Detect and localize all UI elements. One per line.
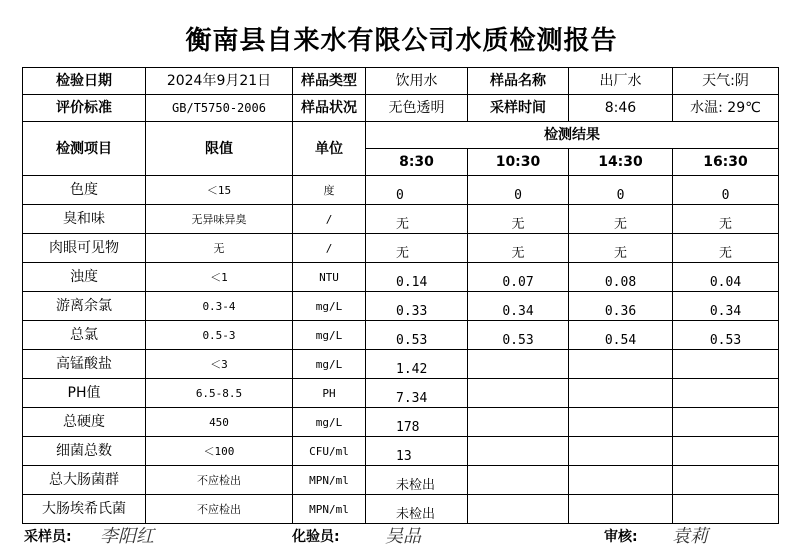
- unit-value: CFU/ml: [293, 437, 366, 466]
- result-cell: 0: [468, 176, 569, 205]
- result-cell: [569, 408, 673, 437]
- result-cell: 0.34: [468, 292, 569, 321]
- standard-value: GB/T5750-2006: [146, 95, 293, 122]
- table-row: [23, 379, 779, 408]
- result-cell: 无: [673, 234, 779, 263]
- item-name: 总硬度: [23, 408, 146, 437]
- result-cell: 0: [673, 176, 779, 205]
- result-cell: [569, 495, 673, 524]
- result-cell: 0.34: [673, 292, 779, 321]
- limit-value: 0.3-4: [146, 292, 293, 321]
- item-name: 肉眼可见物: [23, 234, 146, 263]
- result-cell: [673, 495, 779, 524]
- limit-value: 无异味异臭: [146, 205, 293, 234]
- result-cell: 无: [366, 205, 468, 234]
- water-temp: 水温: 29℃: [673, 95, 779, 122]
- date-value: 2024年9月21日: [146, 68, 293, 95]
- reviewer-label: 审核:: [604, 529, 638, 545]
- header-time: 10:30: [468, 149, 569, 176]
- result-cell: 0.08: [569, 263, 673, 292]
- result-cell: 7.34: [366, 379, 468, 408]
- sample-type-label: 样品类型: [293, 68, 366, 95]
- header-time: 14:30: [569, 149, 673, 176]
- item-name: 总氯: [23, 321, 146, 350]
- result-cell: 0.33: [366, 292, 468, 321]
- table-row: [23, 205, 779, 234]
- result-cell: 178: [366, 408, 468, 437]
- result-cell: [569, 437, 673, 466]
- result-cell: [468, 408, 569, 437]
- limit-value: 不应检出: [146, 466, 293, 495]
- unit-value: MPN/ml: [293, 466, 366, 495]
- table-row: [23, 350, 779, 379]
- header-time: 16:30: [673, 149, 779, 176]
- reviewer-signature: 袁莉: [672, 526, 708, 547]
- unit-value: 度: [293, 176, 366, 205]
- unit-value: /: [293, 234, 366, 263]
- info-row-1: [23, 68, 779, 95]
- result-cell: [569, 379, 673, 408]
- result-cell: 13: [366, 437, 468, 466]
- tester-label: 化验员:: [292, 529, 340, 545]
- unit-value: mg/L: [293, 321, 366, 350]
- result-cell: 未检出: [366, 495, 468, 524]
- item-name: 大肠埃希氏菌: [23, 495, 146, 524]
- result-cell: [468, 466, 569, 495]
- limit-value: ＜15: [146, 176, 293, 205]
- item-name: 细菌总数: [23, 437, 146, 466]
- result-cell: 0.53: [673, 321, 779, 350]
- result-cell: 未检出: [366, 466, 468, 495]
- sampling-time-value: 8:46: [569, 95, 673, 122]
- result-cell: 0.14: [366, 263, 468, 292]
- header-row-1: [23, 122, 779, 149]
- item-name: 总大肠菌群: [23, 466, 146, 495]
- result-cell: [468, 495, 569, 524]
- result-cell: 0.53: [468, 321, 569, 350]
- result-cell: 0: [569, 176, 673, 205]
- report-table: [22, 67, 779, 524]
- table-row: [23, 495, 779, 524]
- table-row: [23, 408, 779, 437]
- sample-status-value: 无色透明: [366, 95, 468, 122]
- report-title: 衡南县自来水有限公司水质检测报告: [185, 26, 618, 56]
- result-cell: [468, 379, 569, 408]
- result-cell: 无: [366, 234, 468, 263]
- table-row: [23, 321, 779, 350]
- item-name: PH值: [23, 379, 146, 408]
- sampling-time-label: 采样时间: [468, 95, 569, 122]
- unit-value: PH: [293, 379, 366, 408]
- limit-value: 无: [146, 234, 293, 263]
- limit-value: 450: [146, 408, 293, 437]
- table-row: [23, 176, 779, 205]
- result-cell: [673, 379, 779, 408]
- result-cell: [468, 350, 569, 379]
- limit-value: ＜3: [146, 350, 293, 379]
- result-cell: 0.36: [569, 292, 673, 321]
- result-cell: 0.07: [468, 263, 569, 292]
- unit-value: NTU: [293, 263, 366, 292]
- result-cell: [569, 350, 673, 379]
- sampler-label: 采样员:: [24, 529, 72, 545]
- result-cell: 无: [569, 234, 673, 263]
- limit-value: 0.5-3: [146, 321, 293, 350]
- unit-value: MPN/ml: [293, 495, 366, 524]
- limit-value: 6.5-8.5: [146, 379, 293, 408]
- result-cell: 无: [468, 205, 569, 234]
- limit-value: 不应检出: [146, 495, 293, 524]
- sample-name-value: 出厂水: [569, 68, 673, 95]
- table-row: [23, 234, 779, 263]
- header-unit: 单位: [293, 122, 366, 176]
- result-cell: [468, 437, 569, 466]
- result-cell: [673, 408, 779, 437]
- result-cell: [569, 466, 673, 495]
- result-cell: [673, 466, 779, 495]
- header-results: 检测结果: [366, 122, 779, 149]
- result-cell: 0: [366, 176, 468, 205]
- unit-value: mg/L: [293, 408, 366, 437]
- header-limit: 限值: [146, 122, 293, 176]
- unit-value: mg/L: [293, 350, 366, 379]
- sample-status-label: 样品状况: [293, 95, 366, 122]
- sample-type-value: 饮用水: [366, 68, 468, 95]
- weather: 天气:阴: [673, 68, 779, 95]
- item-name: 游离余氯: [23, 292, 146, 321]
- limit-value: ＜1: [146, 263, 293, 292]
- item-name: 臭和味: [23, 205, 146, 234]
- tester-signature: 吴品: [385, 526, 421, 547]
- standard-label: 评价标准: [23, 95, 146, 122]
- sampler-signature: 李阳红: [100, 526, 154, 547]
- table-row: [23, 292, 779, 321]
- item-name: 高锰酸盐: [23, 350, 146, 379]
- item-name: 浊度: [23, 263, 146, 292]
- unit-value: mg/L: [293, 292, 366, 321]
- result-cell: [673, 350, 779, 379]
- result-cell: [673, 437, 779, 466]
- table-row: [23, 466, 779, 495]
- result-cell: 无: [468, 234, 569, 263]
- result-cell: 1.42: [366, 350, 468, 379]
- result-cell: 0.54: [569, 321, 673, 350]
- result-cell: 无: [569, 205, 673, 234]
- header-item: 检测项目: [23, 122, 146, 176]
- header-time: 8:30: [366, 149, 468, 176]
- info-row-2: [23, 95, 779, 122]
- unit-value: /: [293, 205, 366, 234]
- limit-value: ＜100: [146, 437, 293, 466]
- item-name: 色度: [23, 176, 146, 205]
- table-row: [23, 263, 779, 292]
- result-cell: 无: [673, 205, 779, 234]
- date-label: 检验日期: [23, 68, 146, 95]
- result-cell: 0.53: [366, 321, 468, 350]
- sample-name-label: 样品名称: [468, 68, 569, 95]
- table-row: [23, 437, 779, 466]
- result-cell: 0.04: [673, 263, 779, 292]
